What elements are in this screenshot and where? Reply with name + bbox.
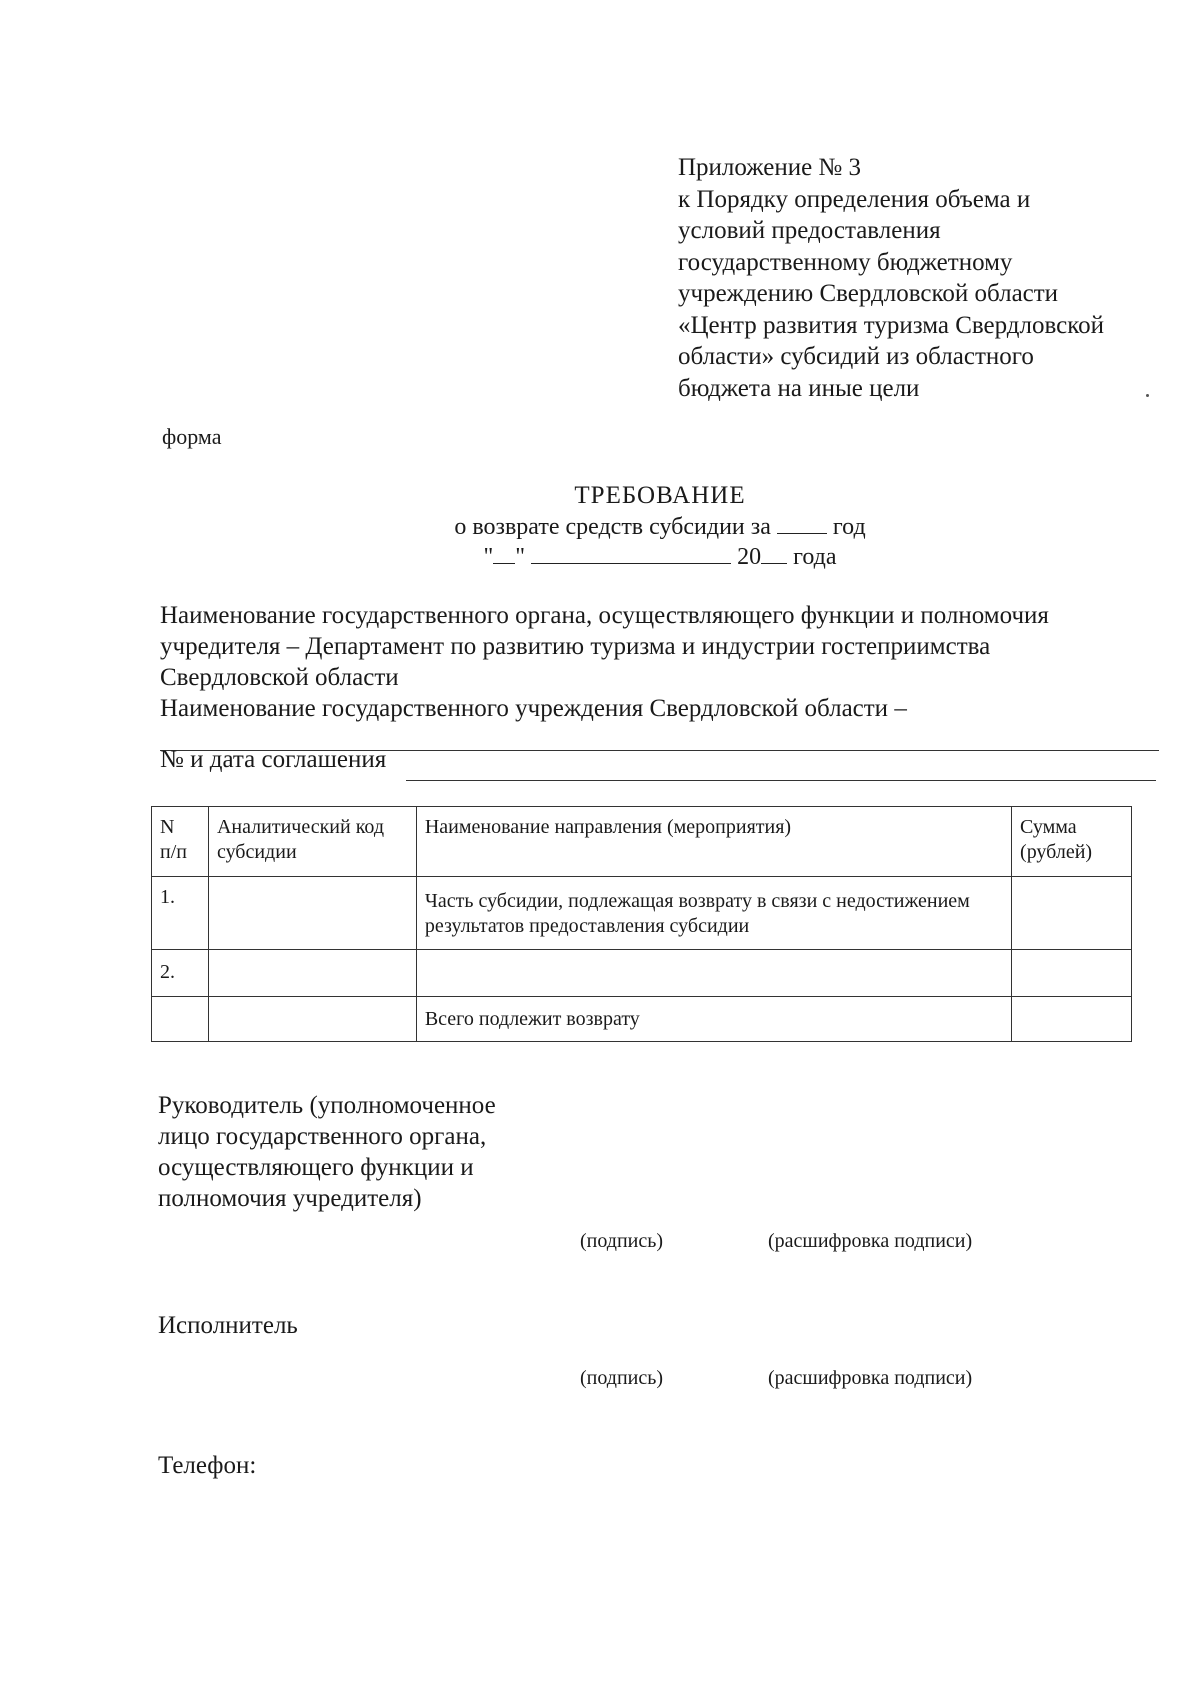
executor-decoding-caption: (расшифровка подписи) bbox=[768, 1367, 973, 1389]
date-quote-close: " bbox=[515, 544, 526, 570]
cell-direction-name: Часть субсидии, подлежащая возврату в связи с недостижением результатов предоставления субсидии bbox=[416, 877, 1011, 950]
appendix-line: государственному бюджетному bbox=[678, 248, 1013, 276]
executor-label: Исполнитель bbox=[158, 1312, 298, 1339]
day-blank[interactable] bbox=[493, 544, 515, 564]
cell-number bbox=[152, 997, 209, 1042]
head-decoding-caption: (расшифровка подписи) bbox=[768, 1230, 973, 1252]
head-label-line: Руководитель (уполномоченное bbox=[158, 1092, 496, 1119]
date-suffix: года bbox=[793, 544, 837, 570]
organization-block bbox=[160, 600, 1160, 724]
date-quote-open: " bbox=[483, 544, 494, 570]
cell-total-sum[interactable] bbox=[1012, 997, 1132, 1042]
cell-sum[interactable] bbox=[1012, 950, 1132, 997]
agreement-label: № и дата соглашения bbox=[160, 746, 387, 773]
cell-sum[interactable] bbox=[1012, 877, 1132, 950]
organization-line: учредителя – Департамент по развитию туризма и индустрии гостеприимства bbox=[160, 633, 991, 660]
organization-line: Наименование государственного органа, осуществляющего функции и полномочия bbox=[160, 602, 1049, 629]
header-analytic-code: Аналитический код субсидии bbox=[208, 807, 416, 877]
header-number bbox=[152, 807, 209, 877]
cell-number: 1. bbox=[152, 877, 209, 950]
header-direction-name: Наименование направления (мероприятия) bbox=[416, 807, 1011, 877]
form-label: форма bbox=[162, 424, 222, 449]
appendix-line: к Порядку определения объема и bbox=[678, 185, 1031, 213]
cell-total-label: Всего подлежит возврату bbox=[416, 997, 1011, 1042]
head-signature-caption: (подпись) bbox=[580, 1230, 664, 1252]
appendix-line: области» субсидий из областного bbox=[678, 343, 1034, 370]
year-suffix-blank[interactable] bbox=[761, 544, 787, 564]
appendix-line: Приложение № 3 bbox=[678, 154, 862, 181]
subsidy-return-table bbox=[151, 806, 1132, 1042]
date-year-prefix: 20 bbox=[737, 544, 762, 570]
year-blank[interactable] bbox=[777, 514, 827, 534]
appendix-line: «Центр развития туризма Свердловской bbox=[678, 311, 1105, 339]
cell-code[interactable] bbox=[208, 877, 416, 950]
head-label-line: лицо государственного органа, bbox=[158, 1123, 487, 1150]
cell-direction-name[interactable] bbox=[416, 950, 1011, 997]
scan-speck bbox=[1146, 394, 1149, 397]
title-date-line bbox=[400, 542, 920, 572]
table-total-row bbox=[152, 997, 1132, 1042]
title-subtitle bbox=[400, 512, 920, 542]
phone-label: Телефон: bbox=[158, 1452, 257, 1479]
cell-code bbox=[208, 997, 416, 1042]
header-number-line1: N bbox=[160, 816, 175, 838]
table-header-row bbox=[152, 807, 1132, 877]
document-title: ТРЕБОВАНИЕ bbox=[574, 482, 746, 509]
header-sum: Сумма (рублей) bbox=[1012, 807, 1132, 877]
institution-line: Наименование государственного учреждения Свердловской области – bbox=[160, 695, 907, 722]
table-row bbox=[152, 950, 1132, 997]
appendix-line: бюджета на иные цели bbox=[678, 374, 920, 402]
cell-code[interactable] bbox=[208, 950, 416, 997]
executor-signature-caption: (подпись) bbox=[580, 1367, 664, 1389]
agreement-field[interactable] bbox=[406, 780, 1156, 781]
header-number-line2: п/п bbox=[160, 841, 187, 863]
title-subtitle-suffix: год bbox=[832, 514, 866, 540]
appendix-line: учреждению Свердловской области bbox=[678, 280, 1059, 307]
cell-number: 2. bbox=[152, 950, 209, 997]
appendix-line: условий предоставления bbox=[678, 217, 941, 244]
document-title-block bbox=[400, 480, 920, 572]
table-row bbox=[152, 877, 1132, 950]
appendix-block bbox=[678, 152, 1178, 404]
head-label-line: осуществляющего функции и bbox=[158, 1154, 474, 1181]
head-label-line: полномочия учредителя) bbox=[158, 1185, 422, 1212]
organization-line: Свердловской области bbox=[160, 664, 399, 691]
month-blank[interactable] bbox=[531, 544, 731, 564]
title-subtitle-prefix: о возврате средств субсидии за bbox=[454, 514, 771, 540]
head-label bbox=[158, 1090, 496, 1214]
